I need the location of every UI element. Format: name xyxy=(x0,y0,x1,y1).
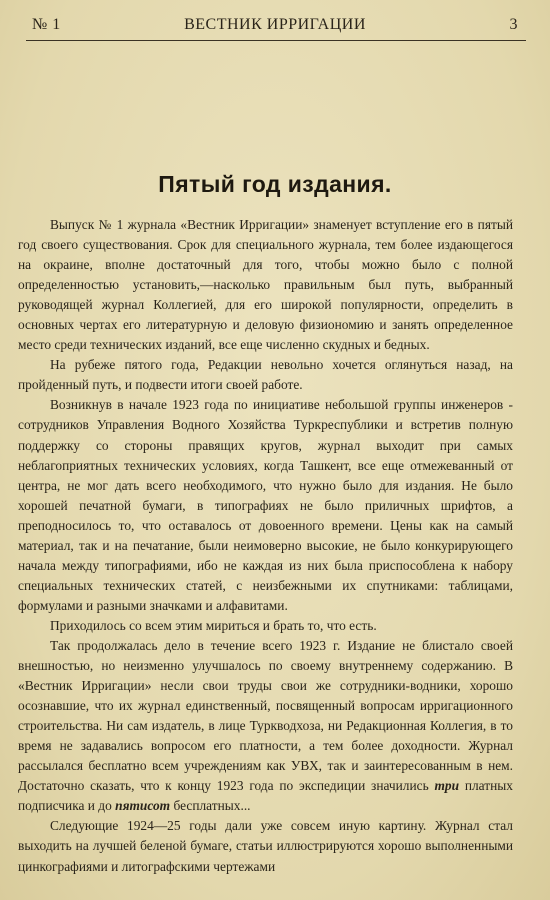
article-body xyxy=(18,215,513,877)
journal-title: ВЕСТНИК ИРРИГАЦИИ xyxy=(184,16,366,33)
issue-number: № 1 xyxy=(32,16,61,33)
paragraph-text: бесплатных... xyxy=(173,798,251,814)
emphasis-word: пятисот xyxy=(115,798,171,814)
article-title: Пятый год издания. xyxy=(158,171,392,197)
page-number: 3 xyxy=(509,16,518,33)
emphasis-word: три xyxy=(434,778,460,794)
paragraph: Следующие 1924—25 годы дали уже совсем иную картину. Журнал стал выходить на лучшей беленой бумаге, статьи иллюстрируются хорошо выполненными цинкографиями и литографскими чертежами xyxy=(18,818,513,874)
header-rule xyxy=(26,40,526,41)
paragraph: Возникнув в начале 1923 года по инициативе небольшой группы инженеров - сотрудников Управления Водного Хозяйства Туркреспублики и встретив полную поддержку со стороны правящих кругов, журнал выходит при самых неблагоприятных технических условиях, когда Ташкент, все еще отмежеванный от центра, не мог дать всего необходимого, что нужно было для издания. Не было хорошей печатной бумаги, в типографиях не было приличных шрифтов, а преподносилось то, что оставалось от довоенного времени. Цены как на самый материал, так и на печатание, были неимоверно высокие, не было конкурирующего начала между типографиями, ибо не каждая из них была приспособлена к набору специальных технических статей, с неизбежными их спутниками: таблицами, формулами и разными значками и алфавитами. xyxy=(18,397,513,613)
paragraph: Приходилось со всем этим мириться и брать то, что есть. xyxy=(50,617,377,633)
paragraph: На рубеже пятого года, Редакции невольно хочется оглянуться назад, на пройденный путь, и подвести итоги своей работе. xyxy=(18,357,513,393)
running-header xyxy=(32,14,518,40)
paragraph-text: Так продолжалась дело в течение всего 1923 г. Издание не блистало своей внешностью, но неизменно улучшалось по своему внутреннему содержанию. В «Вестник Ирригации» несли свои труды свои же сотрудники-водники, хорошо осознавшие, что их журнал единственный, посвященный вопросам ирригационного строительства. Ни сам издатель, в лице Туркводхоза, ни Редакционная Коллегия, в то время не задавались вопросом его платности, а тем более доходности. Журнал рассылался бесплатно всем учреждениям как УВХ, так и заинтересованным в нем. Достаточно сказать, что к концу 1923 года по экспедиции значились xyxy=(18,637,513,794)
paragraph xyxy=(18,636,513,816)
paragraph: Выпуск № 1 журнала «Вестник Ирригации» знаменует вступление его в пятый год своего существования. Срок для специального журнала, тем более издающегося на окраине, вполне достаточный для того, чтобы можно было с полной определенностью установить,—насколько правильным был путь, выбранный руководящей журнал Коллегией, для его широкой популярности, определить в основных чертах его литературную и деловую физиономию и занять определенное место среди технических изданий, все еще численно скудных и бедных. xyxy=(18,217,513,353)
paragraph-text: платных подписчика и до xyxy=(18,778,513,814)
